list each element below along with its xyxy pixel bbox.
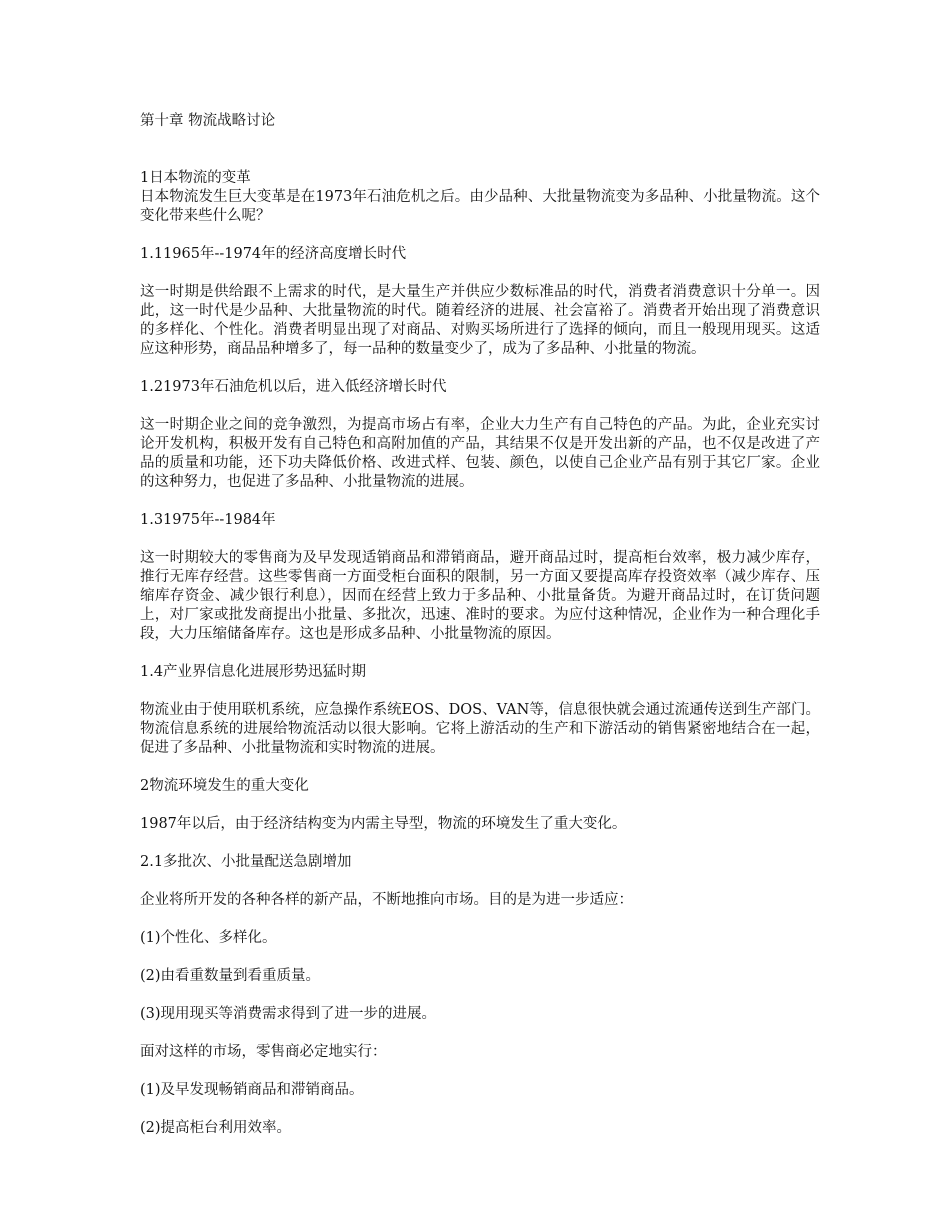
subsection-2-1-body: 企业将所开发的各种各样的新产品，不断地推向市场。目的是为进一步适应：: [140, 892, 633, 908]
document-page: [140, 112, 820, 1157]
subsection-1-1-body: 这一时期是供给跟不上需求的时代，是大量生产并供应少数标准品的时代，消费者消费意识十分单一。因此，这一时代是少品种、大批量物流的时代。随着经济的进展、社会富裕了。消费者开始出现了消费意识的多样化、个性化。消费者明显出现了对商品、对购买场所进行了选择的倾向，而且一般现用现买。这适应这种形势，商品品种增多了，每一品种的数量变少了，成为了多品种、小批量的物流。: [140, 284, 820, 357]
section-2: [140, 777, 820, 1138]
subsection-1-1-heading: 1.11965年--1974年的经济高度增长时代: [140, 246, 407, 262]
subsection-1-3-heading: 1.31975年--1984年: [140, 512, 276, 528]
subsection-2-1-body-2: 面对这样的市场，零售商必定地实行：: [140, 1044, 387, 1060]
section-2-heading: 2物流环境发生的重大变化: [140, 778, 309, 794]
subsection-1-4-heading: 1.4产业界信息化进展形势迅猛时期: [140, 664, 367, 680]
list-item: (3)现用现买等消费需求得到了进一步的进展。: [140, 1006, 437, 1022]
section-1-intro: 日本物流发生巨大变革是在1973年石油危机之后。由少品种、大批量物流变为多品种、小批量物流。这个变化带来些什么呢？: [140, 189, 820, 224]
section-1-heading: 1日本物流的变革: [140, 170, 251, 186]
subsection-1-3-body: 这一时期较大的零售商为及早发现适销商品和滞销商品，避开商品过时，提高柜台效率，极力减少库存，推行无库存经营。这些零售商一方面受柜台面积的限制，另一方面又要提高库存投资效率（减少库存、压缩库存资金、减少银行利息），因而在经营上致力于多品种、小批量备货。为避开商品过时，在订货问题上，对厂家或批发商提出小批量、多批次，迅速、准时的要求。为应付这种情况，企业作为一种合理化手段，大力压缩储备库存。这也是形成多品种、小批量物流的原因。: [140, 550, 820, 642]
subsection-1-2-body: 这一时期企业之间的竞争激烈，为提高市场占有率，企业大力生产有自己特色的产品。为此，企业充实讨论开发机构，积极开发有自己特色和高附加值的产品，其结果不仅是开发出新的产品，也不仅是改进了产品的质量和功能，还下功夫降低价格、改进式样、包装、颜色，以使自己企业产品有别于其它厂家。企业的这种努力，也促进了多品种、小批量物流的进展。: [140, 417, 820, 490]
list-item: (2)提高柜台利用效率。: [140, 1120, 292, 1136]
section-1: [140, 169, 820, 758]
section-2-intro: 1987年以后，由于经济结构变为内需主导型，物流的环境发生了重大变化。: [140, 816, 627, 832]
chapter-title: 第十章 物流战略讨论: [140, 113, 276, 129]
subsection-1-4-body: 物流业由于使用联机系统，应急操作系统EOS、DOS、VAN等，信息很快就会通过流通传送到生产部门。物流信息系统的进展给物流活动以很大影响。它将上游活动的生产和下游活动的销售紧密地结合在一起，促进了多品种、小批量物流和实时物流的进展。: [140, 702, 820, 756]
list-item: (1)及早发现畅销商品和滞销商品。: [140, 1082, 364, 1098]
subsection-1-2-heading: 1.21973年石油危机以后，进入低经济增长时代: [140, 379, 447, 395]
list-item: (2)由看重数量到看重质量。: [140, 968, 321, 984]
list-item: (1)个性化、多样化。: [140, 930, 277, 946]
subsection-2-1-heading: 2.1多批次、小批量配送急剧增加: [140, 854, 352, 870]
